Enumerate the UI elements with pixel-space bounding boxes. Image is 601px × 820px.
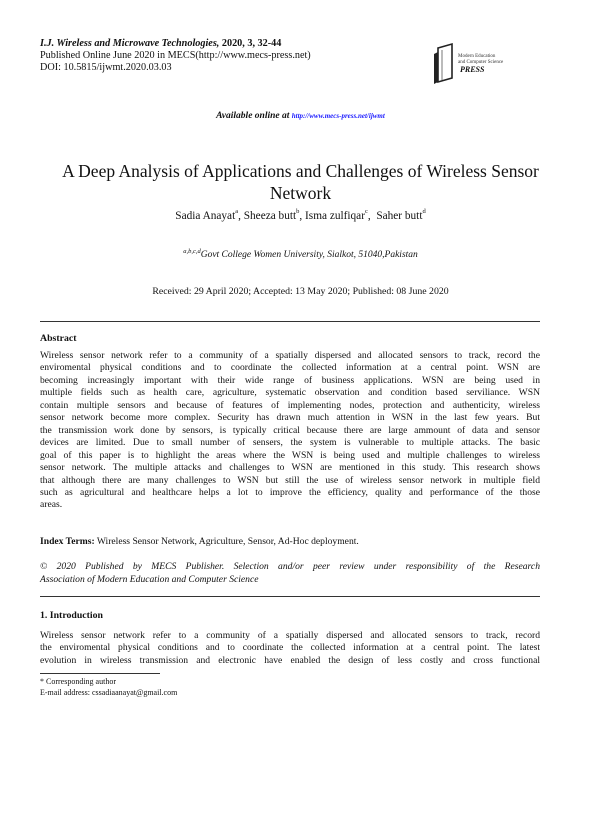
text-line: the transmission work done by sensors, is typically critical because there are large ammount of data and sensor (40, 424, 540, 436)
abstract-heading: Abstract (40, 333, 77, 344)
received-dates: Received: 29 April 2020; Accepted: 13 May 2020; Published: 08 June 2020 (152, 286, 449, 297)
available-label: Available online at (216, 111, 292, 121)
published-online: Published Online June 2020 in MECS(http://www.mecs-press.net) (40, 50, 311, 61)
author: Sheeza butt$^b$, (243, 208, 306, 222)
text-line: becoming increasingly important with their wide range of business applications. WSN are being used in (40, 374, 540, 386)
copyright (40, 560, 540, 586)
author: Saher butt$^d$ (376, 208, 426, 222)
available-online (0, 111, 601, 121)
footnote (40, 676, 177, 698)
text-line: the enviromental physical conditions and to coordinate the collected information at a central point. The latest (40, 642, 540, 654)
logo-line2: and Computer Science (458, 60, 504, 65)
text-line: goal of this paper is to highlight the areas where the WSN is being used and multiple challenges to wireless (40, 449, 540, 461)
text-line: Wireless sensor network refer to a community of a spatially dispersed and allocated sensors to track, record the (40, 350, 540, 361)
corresponding-author: * Corresponding author (40, 677, 116, 686)
text-line: such as agricultural and healthcare helps a lot to improve the efficiency, quality and performance of the those (40, 486, 540, 498)
author: Isma zulfiqar$^c$, (305, 208, 377, 222)
text-line: sensor network become more complex. Security has drawn much attention in WSN in the last few years. But (40, 412, 540, 424)
abstract-text (40, 350, 540, 512)
journal-issue: 2020, 3, 32-44 (219, 38, 282, 49)
author-email: E-mail address: cssadiaanayat@gmail.com (40, 688, 178, 697)
journal-header (40, 38, 311, 74)
introduction-heading: 1. Introduction (40, 610, 103, 621)
text-line: evolution in wireless transmission and electronic have enabled the design of less costly and cross functional (40, 654, 540, 666)
authors (0, 210, 601, 222)
logo-line3: PRESS (460, 65, 485, 74)
footnote-divider (40, 673, 160, 674)
introduction-text (40, 630, 540, 667)
copyright-line: Association of Modern Education and Computer Science (40, 574, 259, 585)
text-line: multiple fields such as health care, agriculture, systematic observation and condition based serviliance. WSN (40, 387, 540, 399)
title-line: A Deep Analysis of Applications and Challenges of Wireless Sensor (62, 161, 539, 181)
mecs-press-logo (420, 40, 550, 85)
author: Sadia Anayat$^a$, (175, 208, 244, 222)
doi: DOI: 10.5815/ijwmt.2020.03.03 (40, 62, 172, 73)
copyright-line: © 2020 Published by MECS Publisher. Selection and/or peer review under responsibility of the Research (40, 561, 540, 572)
logo-line1: Modern Education (458, 54, 496, 59)
index-terms-label: Index Terms: (40, 536, 95, 547)
index-terms: Index Terms: Wireless Sensor Network, Agriculture, Sensor, Ad-Hoc deployment. (40, 536, 359, 547)
affiliation: $^{a,b,c,d}$Govt College Women University, Sialkot, 51040,Pakistan (183, 248, 418, 260)
journal-link[interactable]: http://www.mecs-press.net/ijwmt (291, 112, 385, 120)
text-line: contain multiple sensors and because of features of implementing nodes, protection and authenticity, wireless (40, 399, 540, 411)
text-line: enviromental physical conditions and to coordinate the collected information at a central point. WSN are (40, 362, 540, 374)
divider (40, 596, 540, 597)
divider (40, 321, 540, 322)
text-line: devices are limited. Due to small number of sensers, the system is vulnerable to multiple attacks. The basic (40, 437, 540, 449)
text-line: Wireless sensor network refer to a community of a spatially dispersed and allocated sensors to track, record (40, 630, 540, 641)
text-line: areas. (40, 499, 63, 511)
title-line: Network (269, 183, 332, 203)
text-line: that although there are many challenges to WSN but still the use of wireless sensor network in multiple field (40, 474, 540, 486)
paper-title (30, 160, 571, 204)
journal-name: I.J. Wireless and Microwave Technologies, (40, 38, 220, 49)
text-line: sensor network. The multiple attacks and challenges to WSN are mentioned in this study. This research shows (40, 462, 540, 474)
